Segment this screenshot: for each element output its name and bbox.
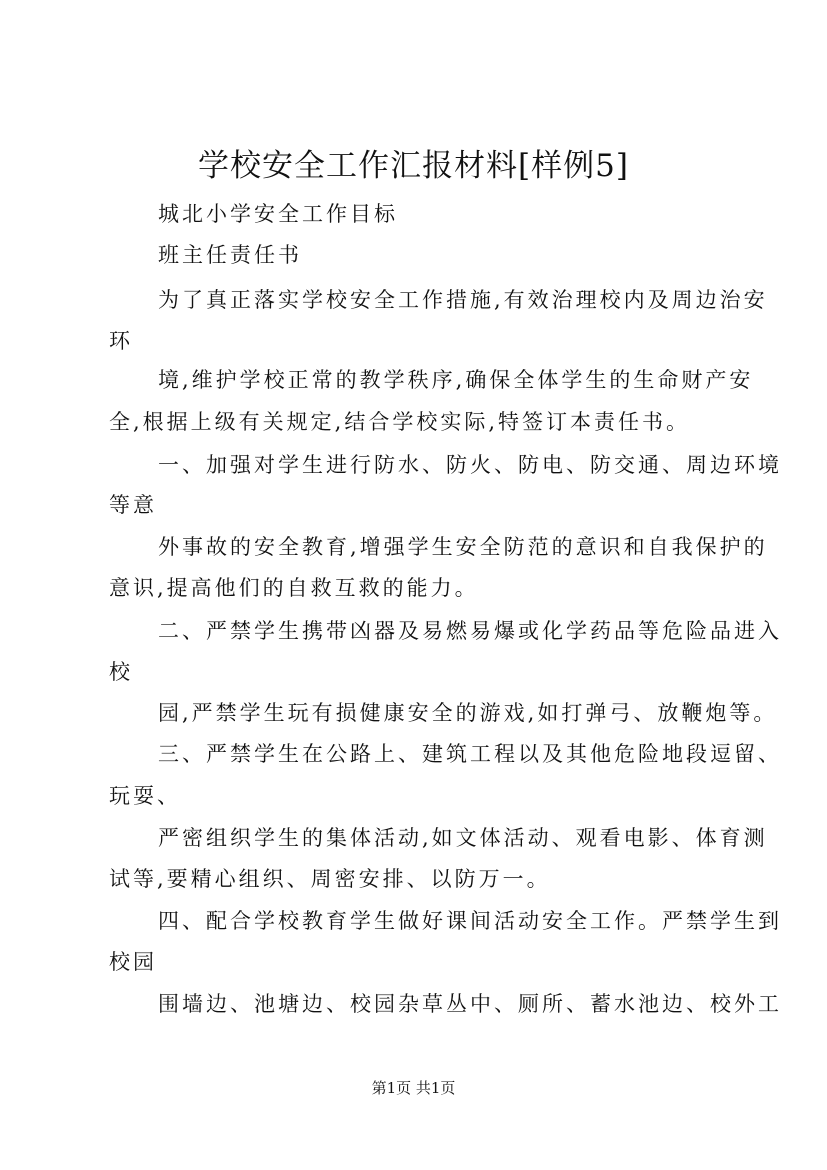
text-line: 全,根据上级有关规定,结合学校实际,特签订本责任书。 xyxy=(109,410,691,434)
text-line: 为了真正落实学校安全工作措施,有效治理校内及周边治安 xyxy=(158,288,768,312)
page-number: 第1页 共1页 xyxy=(371,1079,456,1097)
text-line: 校 xyxy=(109,660,133,684)
document-title: 学校安全工作汇报材料[样例5] xyxy=(198,148,629,184)
text-line: 一、加强对学生进行防水、防火、防电、防交通、周边环境 xyxy=(158,453,782,477)
text-line: 三、严禁学生在公路上、建筑工程以及其他危险地段逗留、 xyxy=(158,742,782,766)
text-line: 园,严禁学生玩有损健康安全的游戏,如打弹弓、放鞭炮等。 xyxy=(158,701,778,725)
text-line: 二、严禁学生携带凶器及易燃易爆或化学药品等危险品进入 xyxy=(158,619,782,643)
text-line: 围墙边、池塘边、校园杂草丛中、厕所、蓄水池边、校外工 xyxy=(158,992,782,1016)
text-line: 试等,要精心组织、周密安排、以防万一。 xyxy=(109,867,551,891)
text-line: 城北小学安全工作目标 xyxy=(158,202,398,226)
text-line: 环 xyxy=(109,329,133,353)
text-line: 境,维护学校正常的教学秩序,确保全体学生的生命财产安 xyxy=(158,368,754,392)
text-line: 外事故的安全教育,增强学生安全防范的意识和自我保护的 xyxy=(158,535,768,559)
text-line: 玩耍、 xyxy=(109,784,181,808)
text-line: 意识,提高他们的自救互救的能力。 xyxy=(109,576,479,600)
text-line: 校园 xyxy=(109,950,157,974)
text-line: 等意 xyxy=(109,493,157,517)
text-line: 四、配合学校教育学生做好课间活动安全工作。严禁学生到 xyxy=(158,909,782,933)
text-line: 班主任责任书 xyxy=(158,243,302,267)
text-line: 严密组织学生的集体活动,如文体活动、观看电影、体育测 xyxy=(158,826,768,850)
